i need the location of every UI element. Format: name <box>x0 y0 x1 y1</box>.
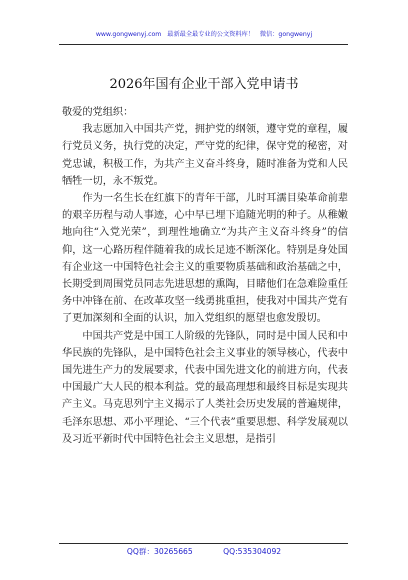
salutation: 敬爱的党组织： <box>62 107 134 118</box>
footer-qq: QQ:535304092 <box>223 547 282 556</box>
page-footer <box>0 547 408 557</box>
paragraph-2: 作为一名生长在红旗下的青年干部，儿时耳濡目染革命前辈的艰辛历程与动人事迹，心中早已埋下追随光明的种子。从稚嫩地向往“入党光荣”，到理性地确立“为共产主义奋斗终身”的信仰，这一心路历程伴随着我的成长足迹不断深化。特别是身处国有企业这一中国特色社会主义的重要物质基础和政治基础之中，长期受到周围党员同志先进思想的熏陶，目睹他们在急难险重任务中冲锋在前、在改革攻坚一线勇挑重担，使我对中国共产党有了更加深刻和全面的认识，加入党组织的愿望也愈发殷切。 <box>62 193 348 325</box>
footer-divider <box>59 543 348 544</box>
header-slogan: 最新最全最专业的公文资料库！ <box>167 31 254 38</box>
footer-qq-group: QQ群：30265665 <box>126 547 193 556</box>
document-body <box>62 104 348 448</box>
header-site-link[interactable]: www.gongwenyj.com <box>95 31 162 38</box>
page-header <box>0 31 408 39</box>
document-title: 2026年国有企业干部入党申请书 <box>109 77 299 92</box>
header-divider <box>59 44 348 45</box>
paragraph-1: 我志愿加入中国共产党，拥护党的纲领，遵守党的章程，履行党员义务，执行党的决定，严守党的纪律，保守党的秘密，对党忠诚，积极工作，为共产主义奋斗终身，随时准备为党和人民牺牲一切，永不叛党。 <box>62 124 348 187</box>
paragraph-3: 中国共产党是中国工人阶级的先锋队，同时是中国人民和中华民族的先锋队，是中国特色社会主义事业的领导核心，代表中国先进生产力的发展要求，代表中国先进文化的前进方向，代表中国最广大人民的根本利益。党的最高理想和最终目标是实现共产主义。马克思列宁主义揭示了人类社会历史发展的普遍规律，毛泽东思想、邓小平理论、“三个代表”重要思想、科学发展观以及习近平新时代中国特色社会主义思想，是指引 <box>62 330 348 445</box>
header-wechat: 微信：gongwenyj <box>259 31 313 38</box>
